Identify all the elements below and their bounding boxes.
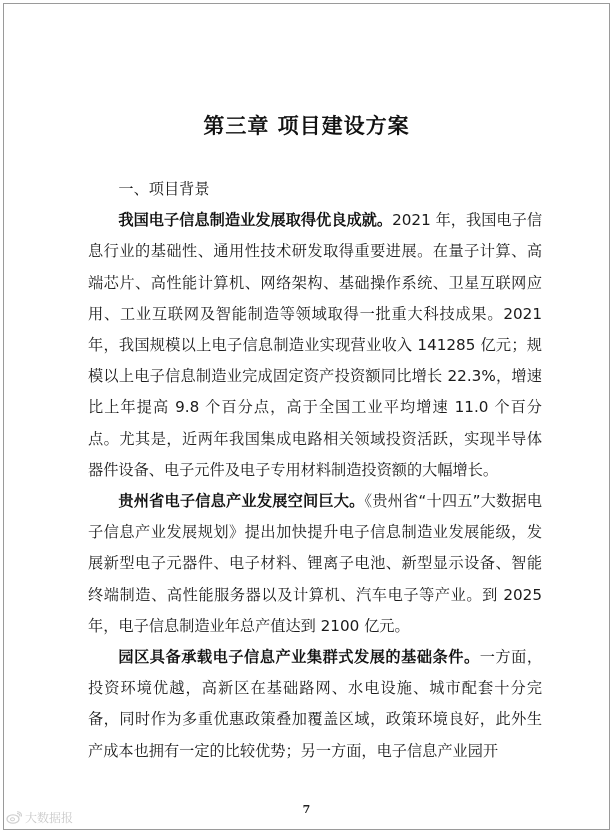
document-body [88, 174, 542, 767]
paragraph-guizhou-space [88, 486, 542, 642]
paragraph-lead: 我国电子信息制造业发展取得优良成就。 [118, 211, 393, 230]
paragraph-text: 一方面，投资环境优越，高新区在基础路网、水电设施、城市配套十分完备，同时作为多重优惠政策叠加覆盖区域，政策环境良好，此外生产成本也拥有一定的比较优势；另一方面，电子信息产业园开 [88, 648, 543, 760]
watermark-text: 大数据报 [25, 811, 74, 825]
paragraph-text: 《贵州省“十四五”大数据电子信息产业发展规划》提出加快提升电子信息制造业发展能级，发展新型电子元器件、电子材料、锂离子电池、新型显示设备、智能终端制造、高性能服务器以及计算机、汽车电子等产业。到 2025 年，电子信息制造业年总产值达到 2100 亿元。 [88, 492, 543, 635]
watermark [6, 809, 73, 826]
document-page [3, 3, 610, 830]
paragraph-text: 2021 年，我国电子信息行业的基础性、通用性技术研发取得重要进展。在量子计算、高端芯片、高性能计算机、网络架构、基础操作系统、卫星互联网应用、工业互联网及智能制造等领域取得一批重大科技成果。2021 年，我国规模以上电子信息制造业实现营业收入 141285 亿元；规模以上电子信息制造业完成固定资产投资额同比增长 22.3%，增速比上年提高 9.8 个百分点，高于全国工业平均增速 11.0 个百分点。尤其是，近两年我国集成电路相关领域投资活跃，实现半导体器件设备、电子元件及电子专用材料制造投资额的大幅增长。 [88, 211, 543, 479]
paragraph-electronics-achievements [88, 205, 542, 486]
paragraph-park-conditions [88, 642, 542, 767]
section-heading: 一、项目背景 [118, 180, 210, 198]
page-number: 7 [302, 803, 311, 816]
weibo-logo-icon [6, 811, 22, 824]
chapter-title: 第三章 项目建设方案 [203, 113, 410, 138]
paragraph-lead: 园区具备承载电子信息产业集群式发展的基础条件。 [118, 648, 480, 667]
paragraph-lead: 贵州省电子信息产业发展空间巨大。 [118, 492, 365, 511]
